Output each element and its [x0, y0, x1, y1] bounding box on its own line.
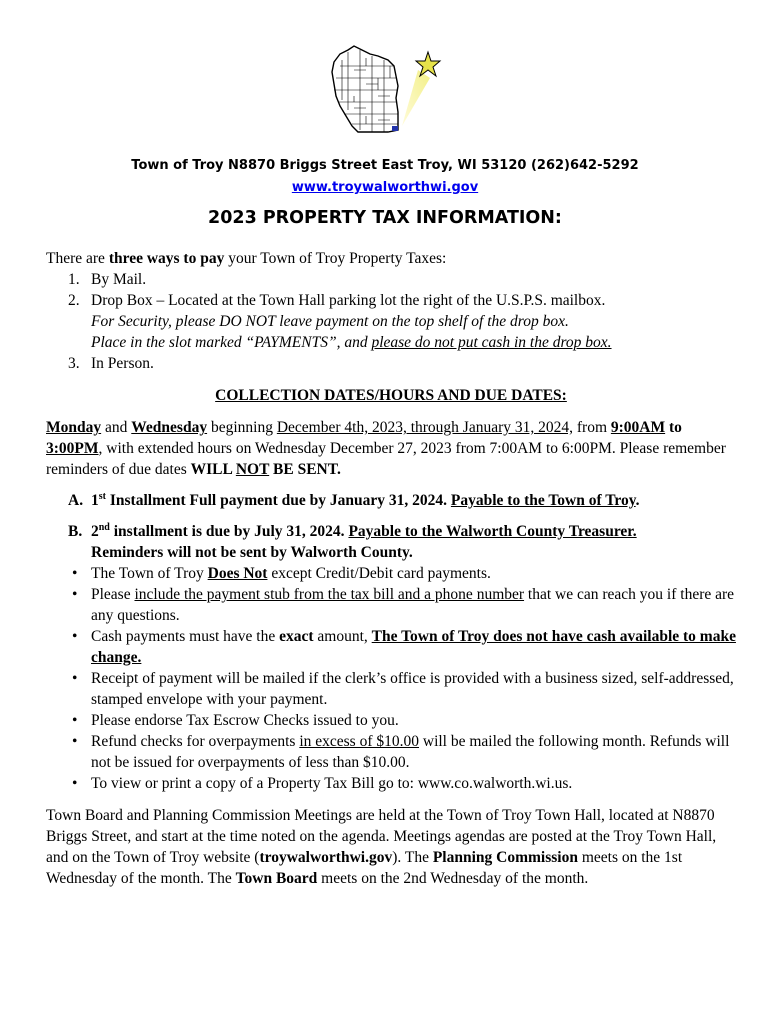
installment-label: B.	[68, 523, 83, 540]
text-underline: Payable to the Walworth County Treasurer.	[348, 523, 637, 540]
text: Town Board and Planning Commission Meetings are held at the Town of Troy Town Hall, located at N8870 Briggs Street, and start at the time noted on the agenda. Meetings agendas are posted at the Troy Town Hall, and on the Town of Troy website (	[46, 807, 717, 866]
text: In Person.	[91, 355, 154, 372]
text: installment is due by July 31, 2024.	[109, 523, 349, 540]
bullet-item	[46, 731, 736, 773]
text-bold: three ways to pay	[108, 250, 225, 267]
text-bold: BE SENT.	[269, 461, 341, 478]
text-underline: please do not put cash in the drop box.	[371, 334, 612, 351]
list-item	[46, 353, 736, 374]
text-underline: December 4th, 2023, through January 31, 2024,	[276, 419, 573, 436]
text: The Town of Troy	[91, 565, 208, 582]
text-superscript: st	[98, 490, 106, 502]
text: Please	[91, 586, 135, 603]
text: Place in the slot marked “PAYMENTS”, and	[91, 334, 372, 351]
list-note: For Security, please DO NOT leave payment on the top shelf of the drop box.	[91, 313, 569, 330]
text: that we can reach you if there are any questions.	[91, 586, 735, 624]
text: amount,	[313, 628, 372, 645]
text: There are	[46, 250, 109, 267]
bullet-icon: •	[72, 670, 78, 687]
text: , with extended hours on Wednesday December 27, 2023 from 7:00AM to 6:00PM. Please remember reminders of due dates	[46, 440, 726, 478]
website-link[interactable]: www.troywalworthwi.gov	[291, 180, 479, 195]
text: Reminders will not be sent by Walworth County.	[91, 544, 413, 561]
list-item	[46, 290, 736, 311]
contact-line: Town of Troy N8870 Briggs Street East Troy, WI 53120 (262)642-5292	[131, 158, 639, 173]
text-underline: The Town of Troy does not have cash available to make change.	[91, 628, 736, 666]
bullet-icon: •	[72, 712, 78, 729]
text: 2	[91, 523, 99, 540]
text-superscript: nd	[98, 521, 110, 533]
document-body	[46, 248, 736, 889]
bullet-item	[46, 563, 736, 584]
text-underline: include the payment stub from the tax bill and a phone number	[134, 586, 525, 603]
list-number: 3.	[68, 355, 80, 372]
wisconsin-map-logo	[318, 40, 448, 150]
text: your Town of Troy Property Taxes:	[224, 250, 447, 267]
installment-b	[46, 521, 736, 563]
bullet-item	[46, 773, 736, 794]
bullet-item	[46, 584, 736, 626]
text-bold: Wednesday	[131, 419, 208, 436]
text: By Mail.	[91, 271, 147, 288]
text: ). The	[392, 849, 433, 866]
text-bold: Town Board	[235, 870, 318, 887]
text: meets on the 2nd Wednesday of the month.	[317, 870, 589, 887]
text-bold: troywalworthwi.gov	[259, 849, 393, 866]
text-underline: in excess of $10.00	[299, 733, 419, 750]
bullet-icon: •	[72, 565, 78, 582]
bullet-icon: •	[72, 628, 78, 645]
text-bold: WILL	[190, 461, 236, 478]
bullet-item	[46, 668, 736, 710]
text-bold: Planning Commission	[432, 849, 578, 866]
installment-label: A.	[68, 492, 84, 509]
bullet-icon: •	[72, 733, 78, 750]
list-number: 1.	[68, 271, 80, 288]
text: 1	[91, 492, 99, 509]
installment-a	[46, 490, 736, 511]
text-bold: NOT	[235, 461, 270, 478]
bullet-item	[46, 710, 736, 731]
collection-paragraph	[46, 417, 736, 480]
text: Please endorse Tax Escrow Checks issued to you.	[91, 712, 399, 729]
bullet-item	[46, 626, 736, 668]
text: Refund checks for overpayments	[91, 733, 300, 750]
list-item	[46, 269, 736, 290]
list-number: 2.	[68, 292, 80, 309]
text: and	[101, 419, 132, 436]
text: Cash payments must have the	[91, 628, 280, 645]
text: except Credit/Debit card payments.	[267, 565, 491, 582]
list-note	[46, 332, 736, 353]
text: To view or print a copy of a Property Tax Bill go to: www.co.walworth.wi.us.	[91, 775, 573, 792]
page-title: 2023 PROPERTY TAX INFORMATION:	[208, 208, 562, 228]
text-underline: Does Not	[207, 565, 268, 582]
text: meets on the 1st Wednesday of the month. The	[46, 849, 683, 887]
meetings-paragraph	[46, 805, 736, 889]
text: Receipt of payment will be mailed if the clerk’s office is provided with a business sized, self-addressed, stamped envelope with your payment.	[91, 670, 734, 708]
text: Installment Full payment due by January 31, 2024.	[105, 492, 451, 509]
text: beginning	[207, 419, 277, 436]
text-bold: exact	[279, 628, 314, 645]
section-heading: COLLECTION DATES/HOURS AND DUE DATES:	[215, 387, 567, 404]
ways-intro	[46, 248, 736, 269]
text: will be mailed the following month. Refunds will not be issued for overpayments of less than $10.00.	[91, 733, 730, 771]
website-line	[0, 180, 770, 195]
text-bold: 9:00AM	[610, 419, 666, 436]
bullet-icon: •	[72, 775, 78, 792]
text-underline: Payable to the Town of Troy	[450, 492, 636, 509]
text: Drop Box – Located at the Town Hall parking lot the right of the U.S.P.S. mailbox.	[91, 292, 606, 309]
text-bold: to	[665, 419, 682, 436]
text-bold: Monday	[46, 419, 102, 436]
text: from	[573, 419, 608, 436]
text: .	[635, 492, 640, 509]
text-bold: 3:00PM	[46, 440, 99, 457]
bullet-icon: •	[72, 586, 78, 603]
